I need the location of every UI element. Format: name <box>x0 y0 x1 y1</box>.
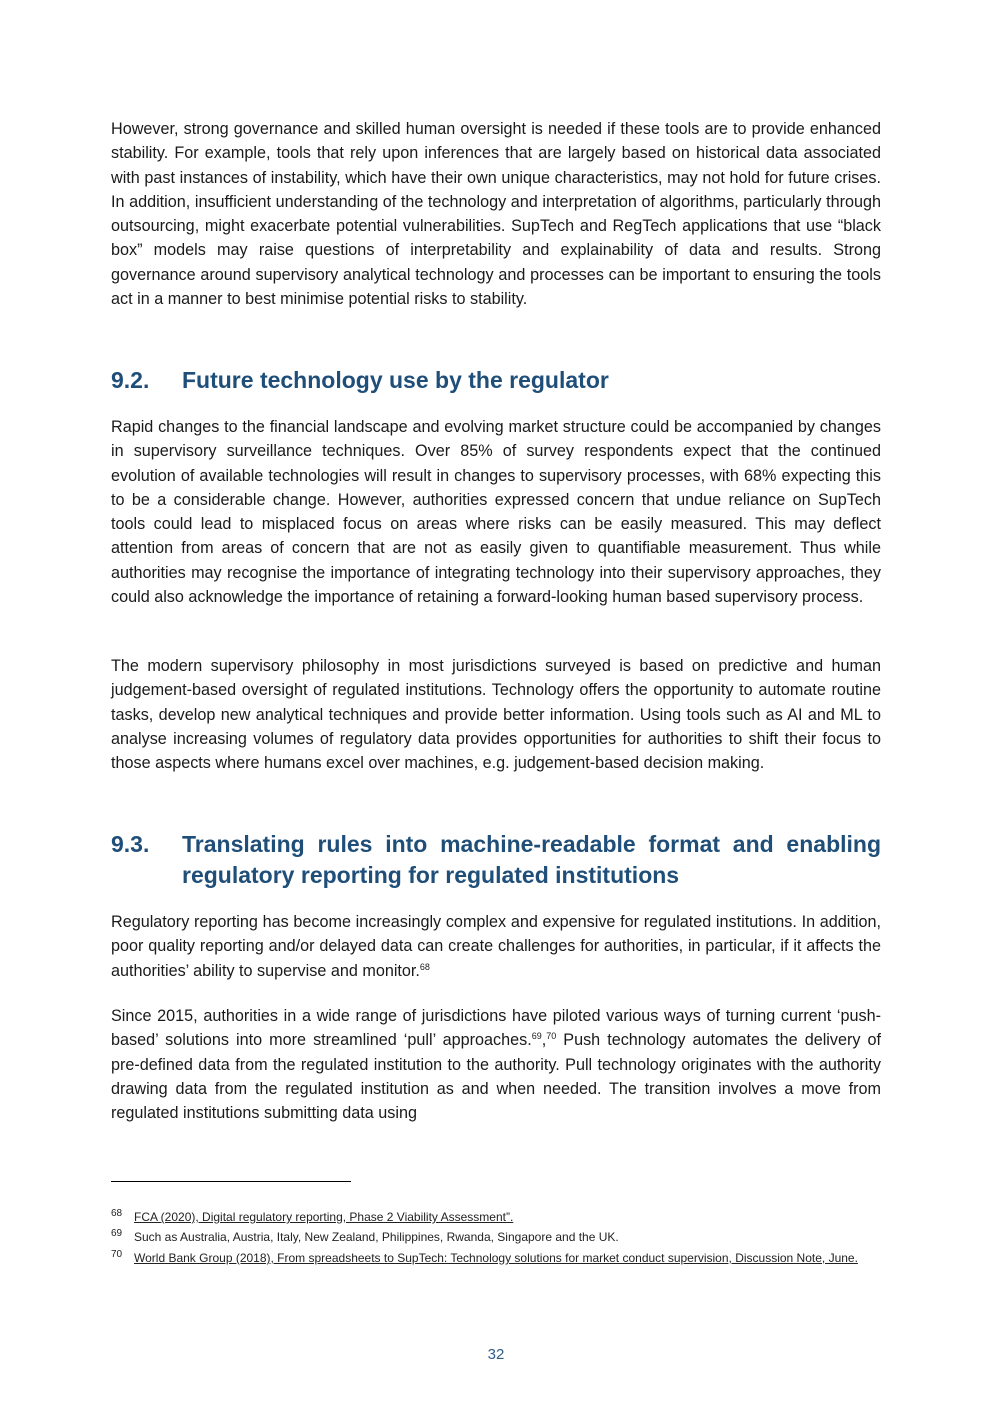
section-number: 9.2. <box>111 367 150 393</box>
ref-separator: , <box>541 1031 547 1050</box>
section-title: Future technology use by the regulator <box>182 367 609 393</box>
paragraph-body-continued: Push technology automates the delivery of pre-defined data from the regulated institution to the authority. Pull technology originates with the authority drawing data from the regulated institution as and when needed. The transition involves a move from regulated institutions submitting data using <box>111 1031 881 1123</box>
footnote-number: 69 <box>111 1228 123 1239</box>
paragraph-rapid-changes <box>111 415 881 609</box>
footnote-number: 68 <box>111 1208 123 1219</box>
paragraph-body: Since 2015, authorities in a wide range of jurisdictions have piloted various ways of turning current ‘push-based’ solutions into more streamlined ‘pull’ approaches. <box>111 1007 881 1050</box>
footnote-link[interactable]: FCA (2020), Digital regulatory reporting, Phase 2 Viability Assessment”. <box>134 1210 514 1224</box>
footnote-69 <box>111 1228 881 1248</box>
paragraph-regulatory-reporting <box>111 910 881 983</box>
paragraph-body: Regulatory reporting has become increasingly complex and expensive for regulated institutions. In addition, poor quality reporting and/or delayed data can create challenges for authorities, in particular, if it affects the authorities’ ability to supervise and monitor. <box>111 913 881 980</box>
section-number: 9.3. <box>111 831 150 857</box>
paragraph-modern-philosophy <box>111 654 881 775</box>
paragraph-text: Rapid changes to the financial landscape and evolving market structure could be accompanied by changes in supervisory surveillance techniques. Over 85% of survey respondents expect that the continued evolution of available technologies will result in changes to supervisory processes, with 68% expecting this to be a considerable change. However, authorities expressed concern that undue reliance on SupTech tools could lead to misplaced focus on areas where risks can be easily measured. This may deflect attention from areas of concern that are not as easily given to quantifiable measurement. Thus while authorities may recognise the importance of integrating technology into their supervisory approaches, they could also acknowledge the importance of retaining a forward-looking human based supervisory process. <box>111 418 881 607</box>
footnote-ref-70[interactable]: 70 <box>546 1031 557 1042</box>
paragraph-text: However, strong governance and skilled human oversight is needed if these tools are to provide enhanced stability. For example, tools that rely upon inferences that are largely based on historical data associated with past instances of instability, which have their own unique characteristics, may not hold for future crises. In addition, insufficient understanding of the technology and interpretation of algorithms, particularly through outsourcing, might exacerbate potential vulnerabilities. SupTech and RegTech applications that use “black box” models may raise questions of interpretability and explainability of data and results. Strong governance around supervisory analytical technology and processes can be important to ensuring the tools act in a manner to best minimise potential risks to stability. <box>111 120 881 309</box>
paragraph-text <box>111 1004 881 1125</box>
section-heading-9-2 <box>111 365 881 396</box>
footnote-number: 70 <box>111 1249 123 1260</box>
section-heading-9-3 <box>111 829 881 891</box>
paragraph-push-pull <box>111 1004 881 1125</box>
footnote-text: Such as Australia, Austria, Italy, New Zealand, Philippines, Rwanda, Singapore and the UK. <box>134 1230 619 1244</box>
footnote-ref-68[interactable]: 68 <box>419 961 430 972</box>
paragraph-text: The modern supervisory philosophy in most jurisdictions surveyed is based on predictive and human judgement-based oversight of regulated institutions. Technology offers the opportunity to automate routine tasks, develop new analytical techniques and provide better information. Using tools such as AI and ML to analyse increasing volumes of regulatory data provides opportunities for authorities to shift their focus to those aspects where humans excel over machines, e.g. judgement-based decision making. <box>111 657 881 773</box>
footnote-link[interactable]: World Bank Group (2018), From spreadsheets to SupTech: Technology solutions for market conduct supervision, Discussion Note, June. <box>134 1251 858 1265</box>
footnote-divider <box>111 1181 351 1182</box>
paragraph-governance <box>111 117 881 311</box>
footnote-70 <box>111 1249 881 1269</box>
footnote-68 <box>111 1208 881 1228</box>
section-title: Translating rules into machine-readable format and enabling regulatory reporting for regulated institutions <box>182 831 881 888</box>
paragraph-text <box>111 910 881 983</box>
page-number: 32 <box>487 1346 505 1363</box>
footnote-ref-69[interactable]: 69 <box>531 1031 542 1042</box>
